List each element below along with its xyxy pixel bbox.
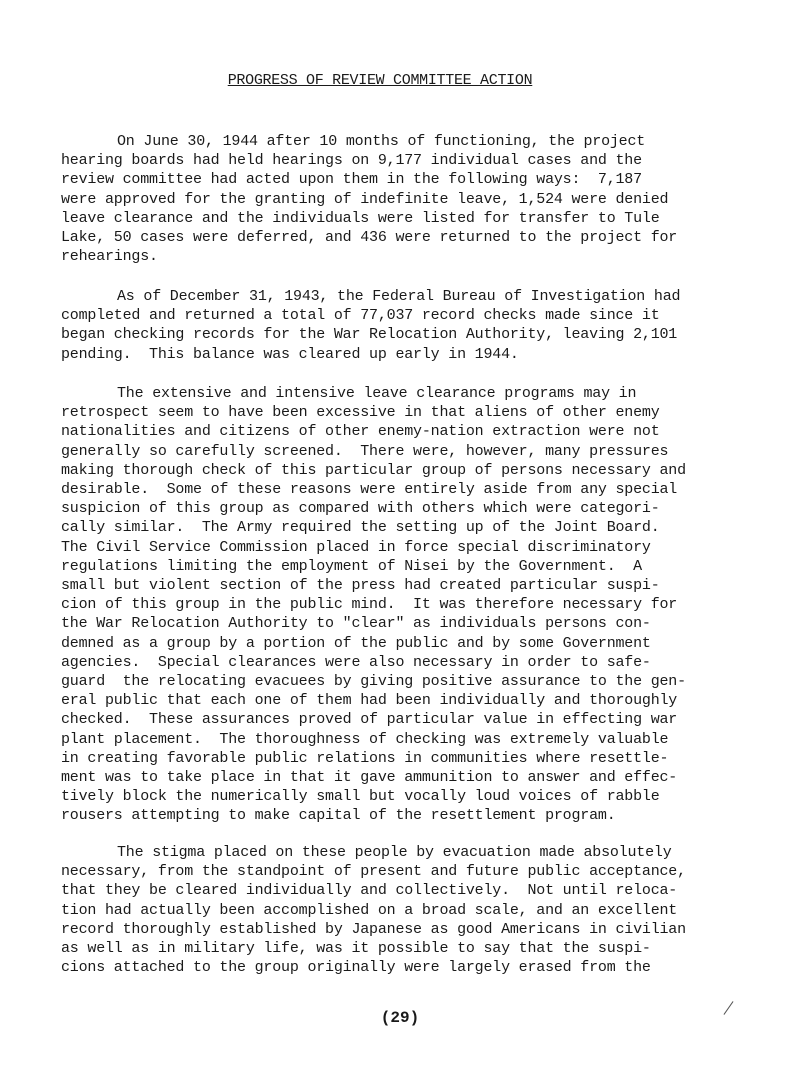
text-line: plant placement. The thoroughness of checking was extremely valuable (61, 730, 669, 748)
text-line: desirable. Some of these reasons were entirely aside from any special (61, 481, 678, 499)
text-line: ment was to take place in that it gave ammunition to answer and effec- (61, 769, 678, 787)
text-line: review committee had acted upon them in the following ways: 7,187 (61, 171, 642, 189)
paragraph-1 (61, 132, 733, 266)
text-line: in creating favorable public relations in communities where resettle- (61, 749, 669, 767)
text-line: eral public that each one of them had been individually and thoroughly (61, 692, 678, 710)
text-line: began checking records for the War Relocation Authority, leaving 2,101 (61, 326, 678, 344)
text-line: tion had actually been accomplished on a broad scale, and an excellent (61, 901, 678, 919)
text-line: making thorough check of this particular group of persons necessary and (61, 461, 686, 479)
text-line: cion of this group in the public mind. It was therefore necessary for (61, 596, 678, 614)
text-line: as well as in military life, was it possible to say that the suspi- (61, 940, 651, 958)
text-line: cally similar. The Army required the setting up of the Joint Board. (61, 519, 660, 537)
text-line: The Civil Service Commission placed in force special discriminatory (61, 538, 651, 556)
page-number: (29) (380, 1009, 420, 1027)
text-line: that they be cleared individually and collectively. Not until reloca- (61, 882, 678, 900)
text-line: hearing boards had held hearings on 9,177 individual cases and the (61, 152, 642, 170)
text-line: small but violent section of the press had created particular suspi- (61, 577, 660, 595)
paragraph-2 (61, 287, 733, 364)
text-line: leave clearance and the individuals were listed for transfer to Tule (61, 209, 660, 227)
text-line: The stigma placed on these people by evacuation made absolutely (117, 844, 672, 861)
text-line: agencies. Special clearances were also necessary in order to safe- (61, 653, 651, 671)
text-line: Lake, 50 cases were deferred, and 436 were returned to the project for (61, 229, 678, 247)
text-line: suspicion of this group as compared with others which were categori- (61, 500, 660, 518)
text-line: retrospect seem to have been excessive in that aliens of other enemy (61, 404, 660, 422)
paragraph-4 (61, 843, 733, 977)
text-line: The extensive and intensive leave clearance programs may in (117, 385, 637, 402)
text-line: demned as a group by a portion of the public and by some Government (61, 634, 651, 652)
text-line: rousers attempting to make capital of the resettlement program. (61, 807, 616, 825)
paragraph-3 (61, 384, 733, 826)
text-line: On June 30, 1944 after 10 months of functioning, the project (117, 133, 646, 150)
text-line: pending. This balance was cleared up early in 1944. (61, 345, 519, 363)
text-line: were approved for the granting of indefinite leave, 1,524 were denied (61, 190, 669, 208)
text-line: tively block the numerically small but vocally loud voices of rabble (61, 788, 660, 806)
text-line: rehearings. (61, 248, 158, 266)
text-line: guard the relocating evacuees by giving positive assurance to the gen- (61, 673, 686, 691)
text-line: generally so carefully screened. There were, however, many pressures (61, 442, 669, 460)
text-line: nationalities and citizens of other enemy-nation extraction were not (61, 423, 660, 441)
text-line: completed and returned a total of 77,037 record checks made since it (61, 307, 660, 325)
page-title: PROGRESS OF REVIEW COMMITTEE ACTION (227, 72, 533, 89)
text-line: regulations limiting the employment of Nisei by the Government. A (61, 557, 642, 575)
text-line: checked. These assurances proved of particular value in effecting war (61, 711, 678, 729)
text-line: record thoroughly established by Japanese as good Americans in civilian (61, 920, 686, 938)
text-line: cions attached to the group originally were largely erased from the (61, 959, 651, 977)
text-line: As of December 31, 1943, the Federal Bureau of Investigation had (117, 288, 681, 305)
text-line: the War Relocation Authority to "clear" as individuals persons con- (61, 615, 651, 633)
text-line: necessary, from the standpoint of present and future public acceptance, (61, 863, 686, 881)
